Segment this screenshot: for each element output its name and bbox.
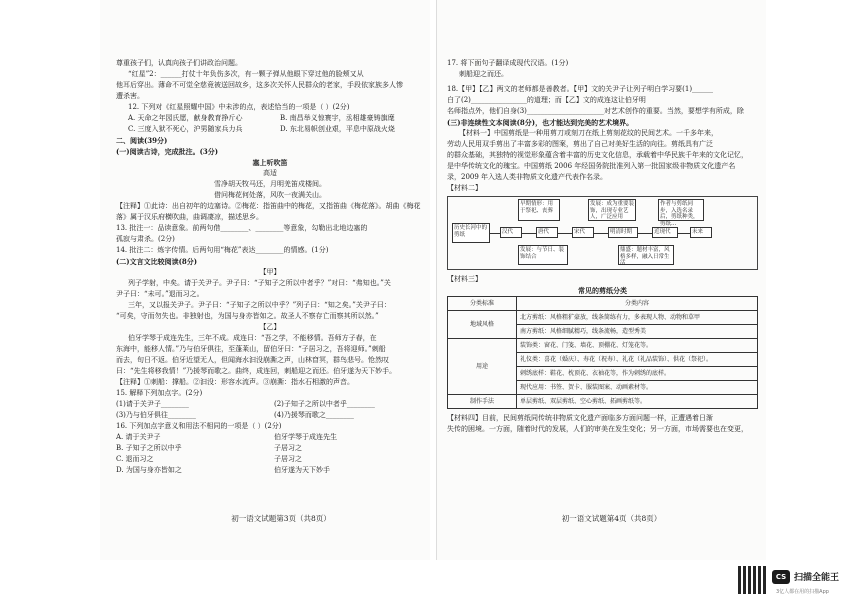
- table-header: 分类标准: [448, 297, 517, 311]
- paper-cutting-history-diagram: [447, 196, 758, 270]
- section-subheading: (二)文言文比较阅读(8分): [116, 257, 198, 266]
- text-line: 刺船迎之而还。: [459, 70, 508, 78]
- diagram-note: 鼎盛：题材丰富，风格多样，融入日常生活: [618, 245, 674, 265]
- option-d: D. 东北易帜创业艰，平息中原战火烧: [280, 125, 395, 133]
- q16-right: 伯牙学琴于成连先生: [274, 433, 337, 441]
- q16-right: 伯牙遂为天下妙手: [274, 466, 330, 474]
- diagram-period-box: 宋代: [572, 227, 594, 238]
- passage-label-yi: 【乙】: [259, 323, 281, 331]
- poem-author: 高适: [263, 169, 277, 177]
- poem-title: 塞上听吹笛: [252, 158, 288, 167]
- q12-options-row2: [116, 124, 424, 135]
- material-line: 的群众基础，其独特的视觉形象蕴含着丰富的历史文化信息，承载着中华民族千年来的文化记忆，: [447, 151, 748, 159]
- table-cell: 北方剪纸：风格粗犷豪放，线条简练有力，多表现人物、动物和草甲: [517, 311, 758, 325]
- diagram-note: 发展：与节日、装饰结合: [518, 245, 568, 265]
- poem-line: 雪净胡天牧马还，月明羌笛戍楼间。: [214, 180, 326, 188]
- table-cell: 单层剪纸、双层剪纸、空心剪纸、拓画剪纸等。: [517, 395, 758, 409]
- material-line: 【材料四】目前，民间剪纸同传统非物质文化遗产面临多方面问题一样，正遭遇着日渐: [447, 414, 713, 422]
- q16-left: D. 为国与身亦皆如之: [116, 466, 182, 474]
- material-line: 录，2009 年入选人类非物质文化遗产代表作名录。: [447, 173, 608, 181]
- diagram-note: 早期情形：用于祭祀、丧葬: [518, 199, 560, 221]
- passage-line: 伯牙学琴于成连先生，三年不成。成连曰：“吾之学，不能移情。吾师方子春，在: [128, 334, 377, 342]
- passage-line: 而去，旬日不返。伯牙近望无人，但闻海水汩没崩澌之声，山林窅冥，群鸟悲号。怆然叹: [116, 356, 389, 364]
- left-page: [100, 0, 430, 560]
- diagram-note: 发展：成为重要装饰，出现专业艺人，广泛应用: [590, 201, 635, 220]
- q15-item: (4)乃援琴而歌之________: [274, 411, 354, 419]
- page-footer: 初一语文试题第3页（共8页）: [231, 514, 331, 523]
- text-line: 【注释】①此诗：出自初年的边塞诗。②梅花：指笛曲中的梅花，又指笛曲《梅花落》。胡曲《梅花: [116, 202, 421, 210]
- table-caption: 常见的剪纸分类: [578, 286, 627, 295]
- question-13: 13. 批注一：品读意象。前两句借________、________等意象，勾勒出北地边塞的: [116, 224, 368, 232]
- arrow: [678, 233, 690, 234]
- table-header-row: [448, 297, 758, 311]
- diagram-period-box: 唐代: [536, 227, 558, 238]
- table-cell: 现代应用：书签、贺卡、服装图案、动画素材等。: [517, 381, 758, 395]
- table-row: [448, 339, 758, 353]
- question-12: 12. 下列对《红星照耀中国》中未涉的点，表述恰当的一项是（ ）(2分): [128, 103, 350, 111]
- arrow: [638, 233, 652, 234]
- diagram-period-box: 汉代: [500, 227, 522, 238]
- arrow: [490, 233, 500, 234]
- text-line: 尊重孩子们，认真向孩子们讲政治问题。: [116, 59, 242, 67]
- table-cell: 地域风格: [448, 311, 517, 339]
- option-c: C. 三度入狱不死心，沪男随家兵力兵: [128, 125, 243, 133]
- table-cell: 南方剪纸：风格细腻精巧，线条流畅，造型秀美: [517, 325, 758, 339]
- diagram-start-box: 历史长河中的剪纸: [452, 223, 490, 243]
- table-header: 分类内容: [517, 297, 758, 311]
- camscanner-logo-icon: CS: [772, 570, 790, 584]
- q16-left: C. 退而习之: [116, 455, 154, 463]
- paper-cutting-classification-table: [447, 296, 758, 409]
- q16-right: 子居习之: [274, 444, 302, 452]
- arrow: [558, 233, 572, 234]
- section-subheading: (一)阅读古诗，完成批注。(3分): [116, 147, 219, 156]
- passage-line: 列子学射，中矣。请于关尹子。尹子曰：“子知子之所以中者乎？”对曰：“弗知也。”关: [128, 279, 391, 287]
- text-line: “红星”2：______打仗十年负伤多次，有一颗子弹从他眼下穿过他的脸颊又从: [128, 70, 364, 78]
- q12-options-row1: [116, 113, 424, 124]
- brand-name: 扫描全能王: [794, 573, 840, 583]
- table-cell: 礼仪类：喜花（婚庆）、寿花（祝寿）、礼花（礼品装饰）、供花（祭祀）。: [517, 353, 758, 367]
- text-line: 他耳后穿出。薄命不可觉全慈竟被送回故乡，这多次关怀人民群众的老家，手段依家族多人惨: [116, 81, 403, 89]
- material-line: 是中华传统文化的瑰宝。中国剪纸 2006 年经国务院批准列入第一批国家级非物质文化遗产名: [447, 162, 736, 170]
- q16-right: 子居习之: [274, 455, 302, 463]
- qr-code-icon: [738, 566, 766, 594]
- diagram-period-box: 近现代: [652, 227, 678, 238]
- question-18: 18.【甲】【乙】两文的老师都是善教者。【甲】文的关尹子让列子明白学习要(1)______: [447, 85, 714, 93]
- table-cell: 用途: [448, 339, 517, 395]
- right-page: [436, 0, 766, 560]
- passage-line: “可矣，守而勿失也。非独射也，为国与身亦皆如之。故圣人不察存亡而察其所以然。”: [116, 312, 379, 320]
- question-16: 16. 下列加点字意义和用法不相同的一项是（ ）(2分): [116, 422, 282, 430]
- brand-slogan: 3亿人都在用的扫描App: [776, 589, 829, 595]
- text-line: 孤寂与肃杀。(2分): [116, 235, 175, 243]
- question-17: 17. 将下面句子翻译成现代汉语。(1分): [447, 59, 569, 67]
- arrow: [594, 233, 608, 234]
- page-footer: 初一语文试题第4页（共8页）: [561, 514, 662, 523]
- table-row: [448, 311, 758, 325]
- q16-left: A. 请于关尹子: [116, 433, 161, 441]
- q16-left: B. 子知子之所以中乎: [116, 444, 182, 452]
- q15-row1: [116, 399, 424, 410]
- diagram-period-box: 未来: [690, 227, 712, 238]
- passage-line: 东海中，能移人情。”乃与伯牙俱往，至蓬莱山，留伯牙曰：“子居习之，吾将迎师。”刺船: [116, 345, 386, 353]
- material-line: 失传的困境。一方面，随着时代的发展，人们的审美在发生变化；另一方面，市场需要也在变更，: [447, 425, 748, 433]
- table-cell: 制作手法: [448, 395, 517, 409]
- section-subheading: (三)非连续性文本阅读(8分)，也才能达到完美的艺术境界。: [447, 118, 634, 127]
- q16-option: [116, 465, 424, 476]
- material-line: 【材料一】中国剪纸是一种用剪刀或刻刀在纸上剪刻花纹的民间艺术。一千多年来，: [459, 129, 718, 137]
- question-14: 14. 批注二：炼字传情。后两句用“梅花”表达________的情感。(1分): [116, 246, 329, 254]
- material-line: 劳动人民用双手剪出了丰富多彩的图案，剪出了自己对美好生活的向往。剪纸具有广泛: [447, 140, 713, 148]
- passage-line: 尹子曰：“未可。”退而习之。: [116, 290, 204, 298]
- annotation-line: 【注释】①刺船：撑船。②汩没：形容水流声。③崩澌：指水石相激的声音。: [116, 378, 354, 386]
- text-line: 落》属于汉乐府横吹曲，曲调凄凉，描述思乡。: [116, 213, 263, 221]
- poem-line: 借问梅花何处落，风吹一夜满关山。: [214, 191, 326, 199]
- section-heading: 二、阅读(39分): [116, 136, 168, 145]
- q15-row2: [116, 410, 424, 421]
- table-row: [448, 395, 758, 409]
- table-cell: 刺绣底样：鞋花、枕顶花、衣袖花等，作为刺绣的底样。: [517, 367, 758, 381]
- text-line: 白了(2)________________的道理；而【乙】文的成连这让伯牙明: [447, 96, 646, 104]
- q15-item: (1)请于关尹子________: [116, 400, 189, 408]
- option-a: A. 天命之年园氏愿，献身教育挣斤心: [128, 114, 243, 122]
- q16-option: [116, 432, 424, 443]
- diagram-period-box: 明清时期: [608, 227, 638, 238]
- q16-option: [116, 443, 424, 454]
- arrow: [522, 233, 536, 234]
- material-label: 【材料二】: [447, 184, 482, 192]
- q16-option: [116, 454, 424, 465]
- q15-item: (2)子知子之所以中者乎________: [274, 400, 375, 408]
- passage-line: 曰：“先生将移我情！”乃援琴而歌之。曲终，成连回，刺船迎之而还。伯牙遂为天下妙手。: [116, 367, 397, 375]
- q15-item: (3)乃与伯牙俱往________: [116, 411, 196, 419]
- passage-label-jia: 【甲】: [259, 268, 281, 276]
- question-15: 15. 解释下列加点字。(2分): [116, 389, 203, 397]
- text-line: 名师指点外，他们自身(3)______________________对艺术创作的重要。当然，要想学有所成，除: [447, 107, 744, 115]
- material-label: 【材料三】: [447, 275, 482, 283]
- option-b: B. 南昌举义惊寰宇，丞相雄豪铸旗麾: [280, 114, 395, 122]
- diagram-note: 作者与剪纸同步，入选名录后，剪纸种类，剪纸...: [658, 199, 704, 221]
- passage-line: 三年，又以报关尹子。尹子曰：“子知子之所以中乎？”列子曰：“知之矣。”关尹子曰：: [128, 301, 391, 309]
- scanner-watermark: [738, 566, 848, 606]
- text-line: 遭杀害。: [116, 92, 144, 100]
- table-cell: 装饰类：窗花、门笺、墙花、顶棚花、灯笼花等。: [517, 339, 758, 353]
